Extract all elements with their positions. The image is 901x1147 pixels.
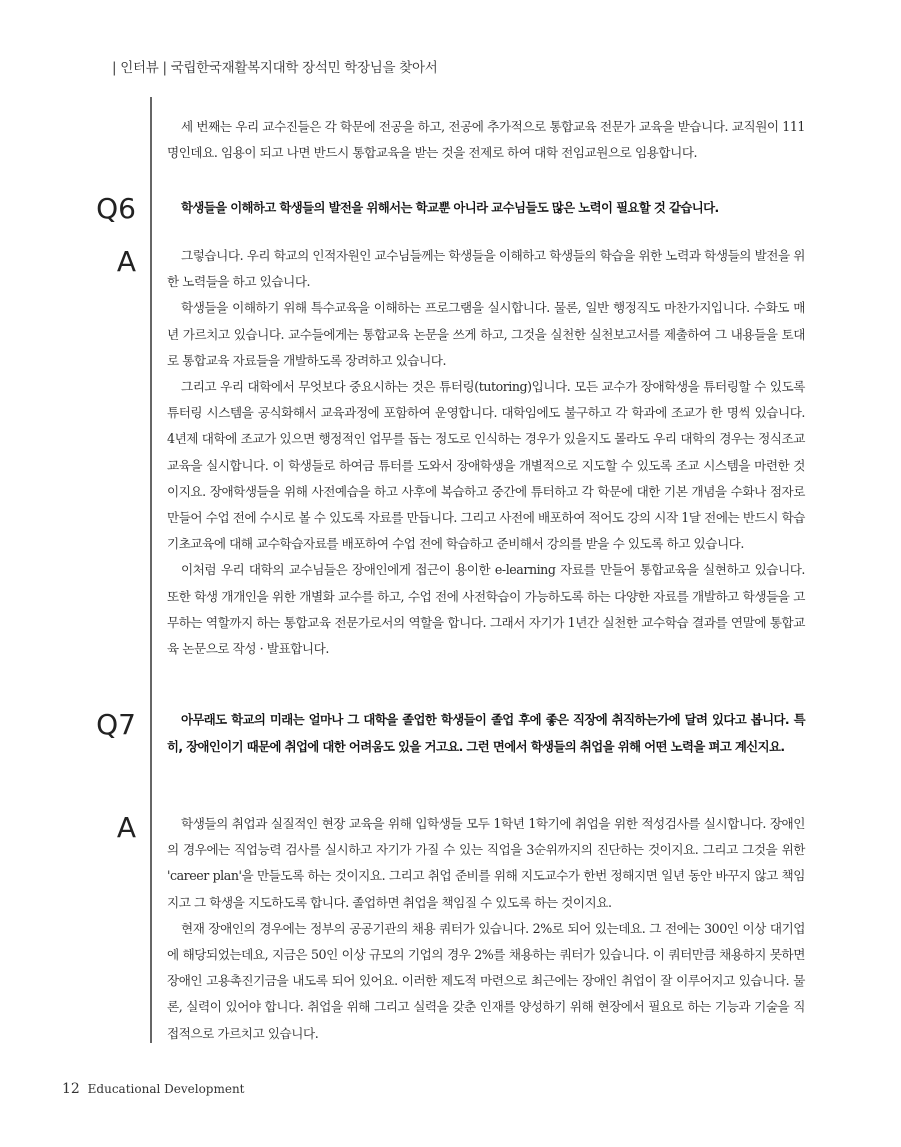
q7-question-block [167,706,805,760]
publication-name: Educational Development [87,1082,245,1096]
q6-label: Q6 [96,192,136,225]
page-number: 12 [62,1081,80,1097]
page-footer [62,1081,245,1097]
a6-paragraph: 그리고 우리 대학에서 무엇보다 중요시하는 것은 튜터링(tutoring)입니다. 모든 교수가 장애학생을 튜터링할 수 있도록 튜터링 시스템을 공식화해서 교육과정에 포함하여 운영합니다. 대학임에도 불구하고 각 학과에 조교가 한 명씩 있습니다. 4년제 대학에 조교가 있으면 행정적인 업무를 돕는 정도로 인식하는 경우가 있을지도 몰라도 우리 대학의 경우는 정식조교 교육을 실시합니다. 이 학생들로 하여금 튜터를 도와서 장애학생을 개별적으로 지도할 수 있도록 조교 시스템을 마련한 것이지요. 장애학생들을 위해 사전예습을 하고 사후에 복습하고 중간에 튜터하고 각 학문에 대한 기본 개념을 수화나 점자로 만들어 수업 전에 수시로 볼 수 있도록 자료를 만듭니다. 그리고 사전에 배포하여 적어도 강의 시작 1달 전에는 반드시 학습기초교육에 대해 교수학습자료를 배포하여 수업 전에 학습하고 준비해서 강의를 받을 수 있도록 하고 있습니다. [167,379,805,552]
q6-question: 학생들을 이해하고 학생들의 발전을 위해서는 학교뿐 아니라 교수님들도 많은 노력이 필요할 것 같습니다. [181,200,719,215]
q7-label: Q7 [96,708,136,741]
q6-question-block [167,194,805,221]
a6-paragraph: 그렇습니다. 우리 학교의 인적자원인 교수님들께는 학생들을 이해하고 학생들의 학습을 위한 노력과 학생들의 발전을 위한 노력들을 하고 있습니다. [167,248,805,290]
vertical-divider [150,97,152,1043]
running-header: | 인터뷰 | 국립한국재활복지대학 장석민 학장님을 찾아서 [112,60,438,76]
intro-paragraph: 세 번째는 우리 교수진들은 각 학문에 전공을 하고, 전공에 추가적으로 통합교육 전문가 교육을 받습니다. 교직원이 111명인데요. 임용이 되고 나면 반드시 통합교육을 받는 것을 전제로 하여 대학 전임교원으로 임용합니다. [167,119,805,161]
a7-answer-block [167,811,805,1047]
q7-question: 아무래도 학교의 미래는 얼마나 그 대학을 졸업한 학생들이 졸업 후에 좋은 직장에 취직하는가에 달려 있다고 봅니다. 특히, 장애인이기 때문에 취업에 대한 어려움도 있을 거고요. 그런 면에서 학생들의 취업을 위해 어떤 노력을 펴고 계신지요. [167,712,805,754]
a7-paragraph: 학생들의 취업과 실질적인 현장 교육을 위해 입학생들 모두 1학년 1학기에 취업을 위한 적성검사를 실시합니다. 장애인의 경우에는 직업능력 검사를 실시하고 자기가 가질 수 있는 직업을 3순위까지의 진단하는 것이지요. 그리고 그것을 위한 'career plan'을 만들도록 하는 것이지요. 그리고 취업 준비를 위해 지도교수가 한번 정해지면 일년 동안 바꾸지 않고 책임지고 그 학생을 지도하도록 합니다. 졸업하면 취업을 책임질 수 있도록 하는 것이지요. [167,816,805,910]
a7-label: A [116,811,136,844]
a6-label: A [116,245,136,278]
a6-answer-block [167,243,805,662]
a7-paragraph: 현재 장애인의 경우에는 정부의 공공기관의 채용 쿼터가 있습니다. 2%로 되어 있는데요. 그 전에는 300인 이상 대기업에 해당되었는데요, 지금은 50인 이상 규모의 기업의 경우 2%를 채용하는 쿼터가 있습니다. 이 쿼터만큼 채용하지 못하면 장애인 고용촉진기금을 내도록 되어 있어요. 이러한 제도적 마련으로 최근에는 장애인 취업이 잘 이루어지고 있습니다. 물론, 실력이 있어야 합니다. 취업을 위해 그리고 실력을 갖춘 인재를 양성하기 위해 현장에서 필요로 하는 기능과 기술을 직접적으로 가르치고 있습니다. [167,920,805,1041]
a6-paragraph: 학생들을 이해하기 위해 특수교육을 이해하는 프로그램을 실시합니다. 물론, 일반 행정직도 마찬가지입니다. 수화도 매년 가르치고 있습니다. 교수들에게는 통합교육 논문을 쓰게 하고, 그것을 실천한 실천보고서를 제출하여 그 내용들을 토대로 통합교육 자료들을 개발하도록 장려하고 있습니다. [167,300,805,368]
a6-paragraph: 이처럼 우리 대학의 교수님들은 장애인에게 접근이 용이한 e-learning 자료를 만들어 통합교육을 실현하고 있습니다. 또한 학생 개개인을 위한 개별화 교수를 하고, 수업 전에 사전학습이 가능하도록 하는 다양한 자료를 개발하고 학생들을 고무하는 역할까지 하는 통합교육 전문가로서의 역할을 합니다. 그래서 자기가 1년간 실천한 교수학습 결과를 연말에 통합교육 논문으로 작성 · 발표합니다. [167,562,805,657]
intro-block [167,114,805,166]
